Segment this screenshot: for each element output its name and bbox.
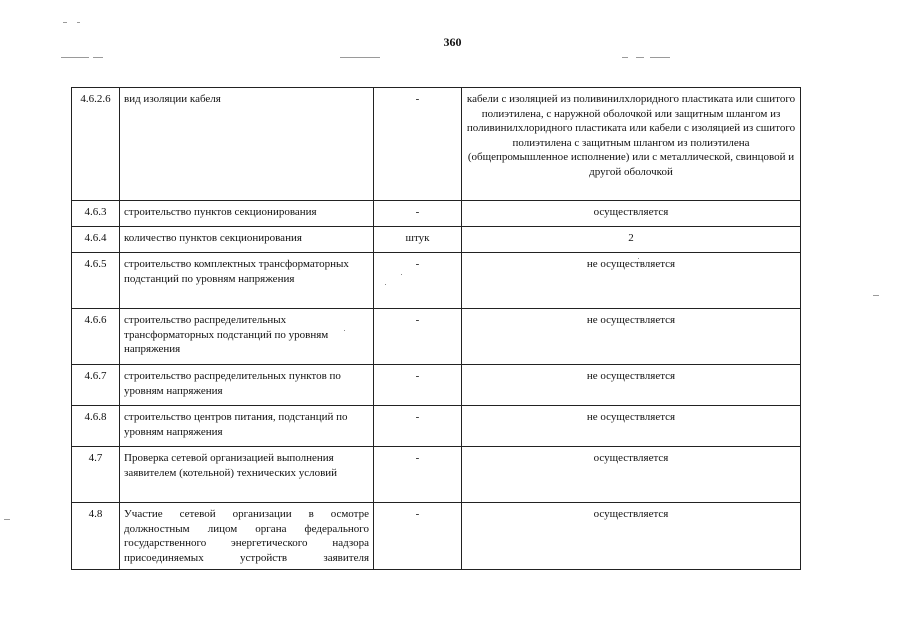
table-row xyxy=(72,227,801,253)
scan-mark xyxy=(636,57,644,58)
row-number: 4.6.8 xyxy=(72,406,120,447)
row-unit: - xyxy=(374,309,462,365)
row-unit: - xyxy=(374,88,462,201)
scan-mark xyxy=(873,295,879,296)
row-number: 4.6.6 xyxy=(72,309,120,365)
row-description: строительство пунктов секционирования xyxy=(120,201,374,227)
row-unit: - xyxy=(374,503,462,570)
row-value: осуществляется xyxy=(462,447,801,503)
row-unit: штук xyxy=(374,227,462,253)
specification-table xyxy=(71,87,801,570)
row-number: 4.6.2.6 xyxy=(72,88,120,201)
row-value: не осуществляется xyxy=(462,309,801,365)
row-description: Участие сетевой организации в осмотре должностным лицом органа федерального государственного энергетического надзора присоединяемых устройств заявителя xyxy=(120,503,374,570)
row-value: не осуществляется xyxy=(462,365,801,406)
table-row xyxy=(72,88,801,201)
row-description: Проверка сетевой организацией выполнения заявителем (котельной) технических условий xyxy=(120,447,374,503)
scan-mark xyxy=(340,57,380,58)
row-value: не осуществляется xyxy=(462,253,801,309)
table-row xyxy=(72,406,801,447)
row-unit: - xyxy=(374,447,462,503)
scan-mark xyxy=(61,57,89,58)
row-unit: - xyxy=(374,365,462,406)
row-description: вид изоляции кабеля xyxy=(120,88,374,201)
scan-mark xyxy=(650,57,670,58)
scan-mark xyxy=(93,57,103,58)
row-number: 4.6.3 xyxy=(72,201,120,227)
row-value: 2 xyxy=(462,227,801,253)
row-value: осуществляется xyxy=(462,503,801,570)
row-description: строительство распределительных пунктов по уровням напряжения xyxy=(120,365,374,406)
row-unit: - xyxy=(374,253,462,309)
row-number: 4.7 xyxy=(72,447,120,503)
scan-mark xyxy=(4,519,10,520)
row-number: 4.8 xyxy=(72,503,120,570)
table-row xyxy=(72,201,801,227)
table-row xyxy=(72,365,801,406)
row-description: строительство центров питания, подстанций по уровням напряжения xyxy=(120,406,374,447)
row-number: 4.6.7 xyxy=(72,365,120,406)
row-description: строительство комплектных трансформаторных подстанций по уровням напряжения xyxy=(120,253,374,309)
table-row xyxy=(72,309,801,365)
row-number: 4.6.5 xyxy=(72,253,120,309)
row-value: не осуществляется xyxy=(462,406,801,447)
row-value: кабели с изоляцией из поливинилхлоридного пластиката или сшитого полиэтилена, с наружной оболочкой или защитным шлангом из поливинилхлоридного пластиката или кабели с изоляцией из сшитого полиэтилена с защитным шлангом из полиэтилена (общепромышленное исполнение) или с металлической, свинцовой и другой оболочкой xyxy=(462,88,801,201)
table-row xyxy=(72,503,801,570)
scan-mark xyxy=(77,22,80,23)
row-value: осуществляется xyxy=(462,201,801,227)
row-number: 4.6.4 xyxy=(72,227,120,253)
row-description: строительство распределительных трансформаторных подстанций по уровням напряжения xyxy=(120,309,374,365)
row-unit: - xyxy=(374,201,462,227)
row-description: количество пунктов секционирования xyxy=(120,227,374,253)
scan-mark xyxy=(622,57,628,58)
table-row xyxy=(72,447,801,503)
scan-mark xyxy=(63,22,67,23)
table-row xyxy=(72,253,801,309)
page-number: 360 xyxy=(443,35,462,49)
row-unit: - xyxy=(374,406,462,447)
